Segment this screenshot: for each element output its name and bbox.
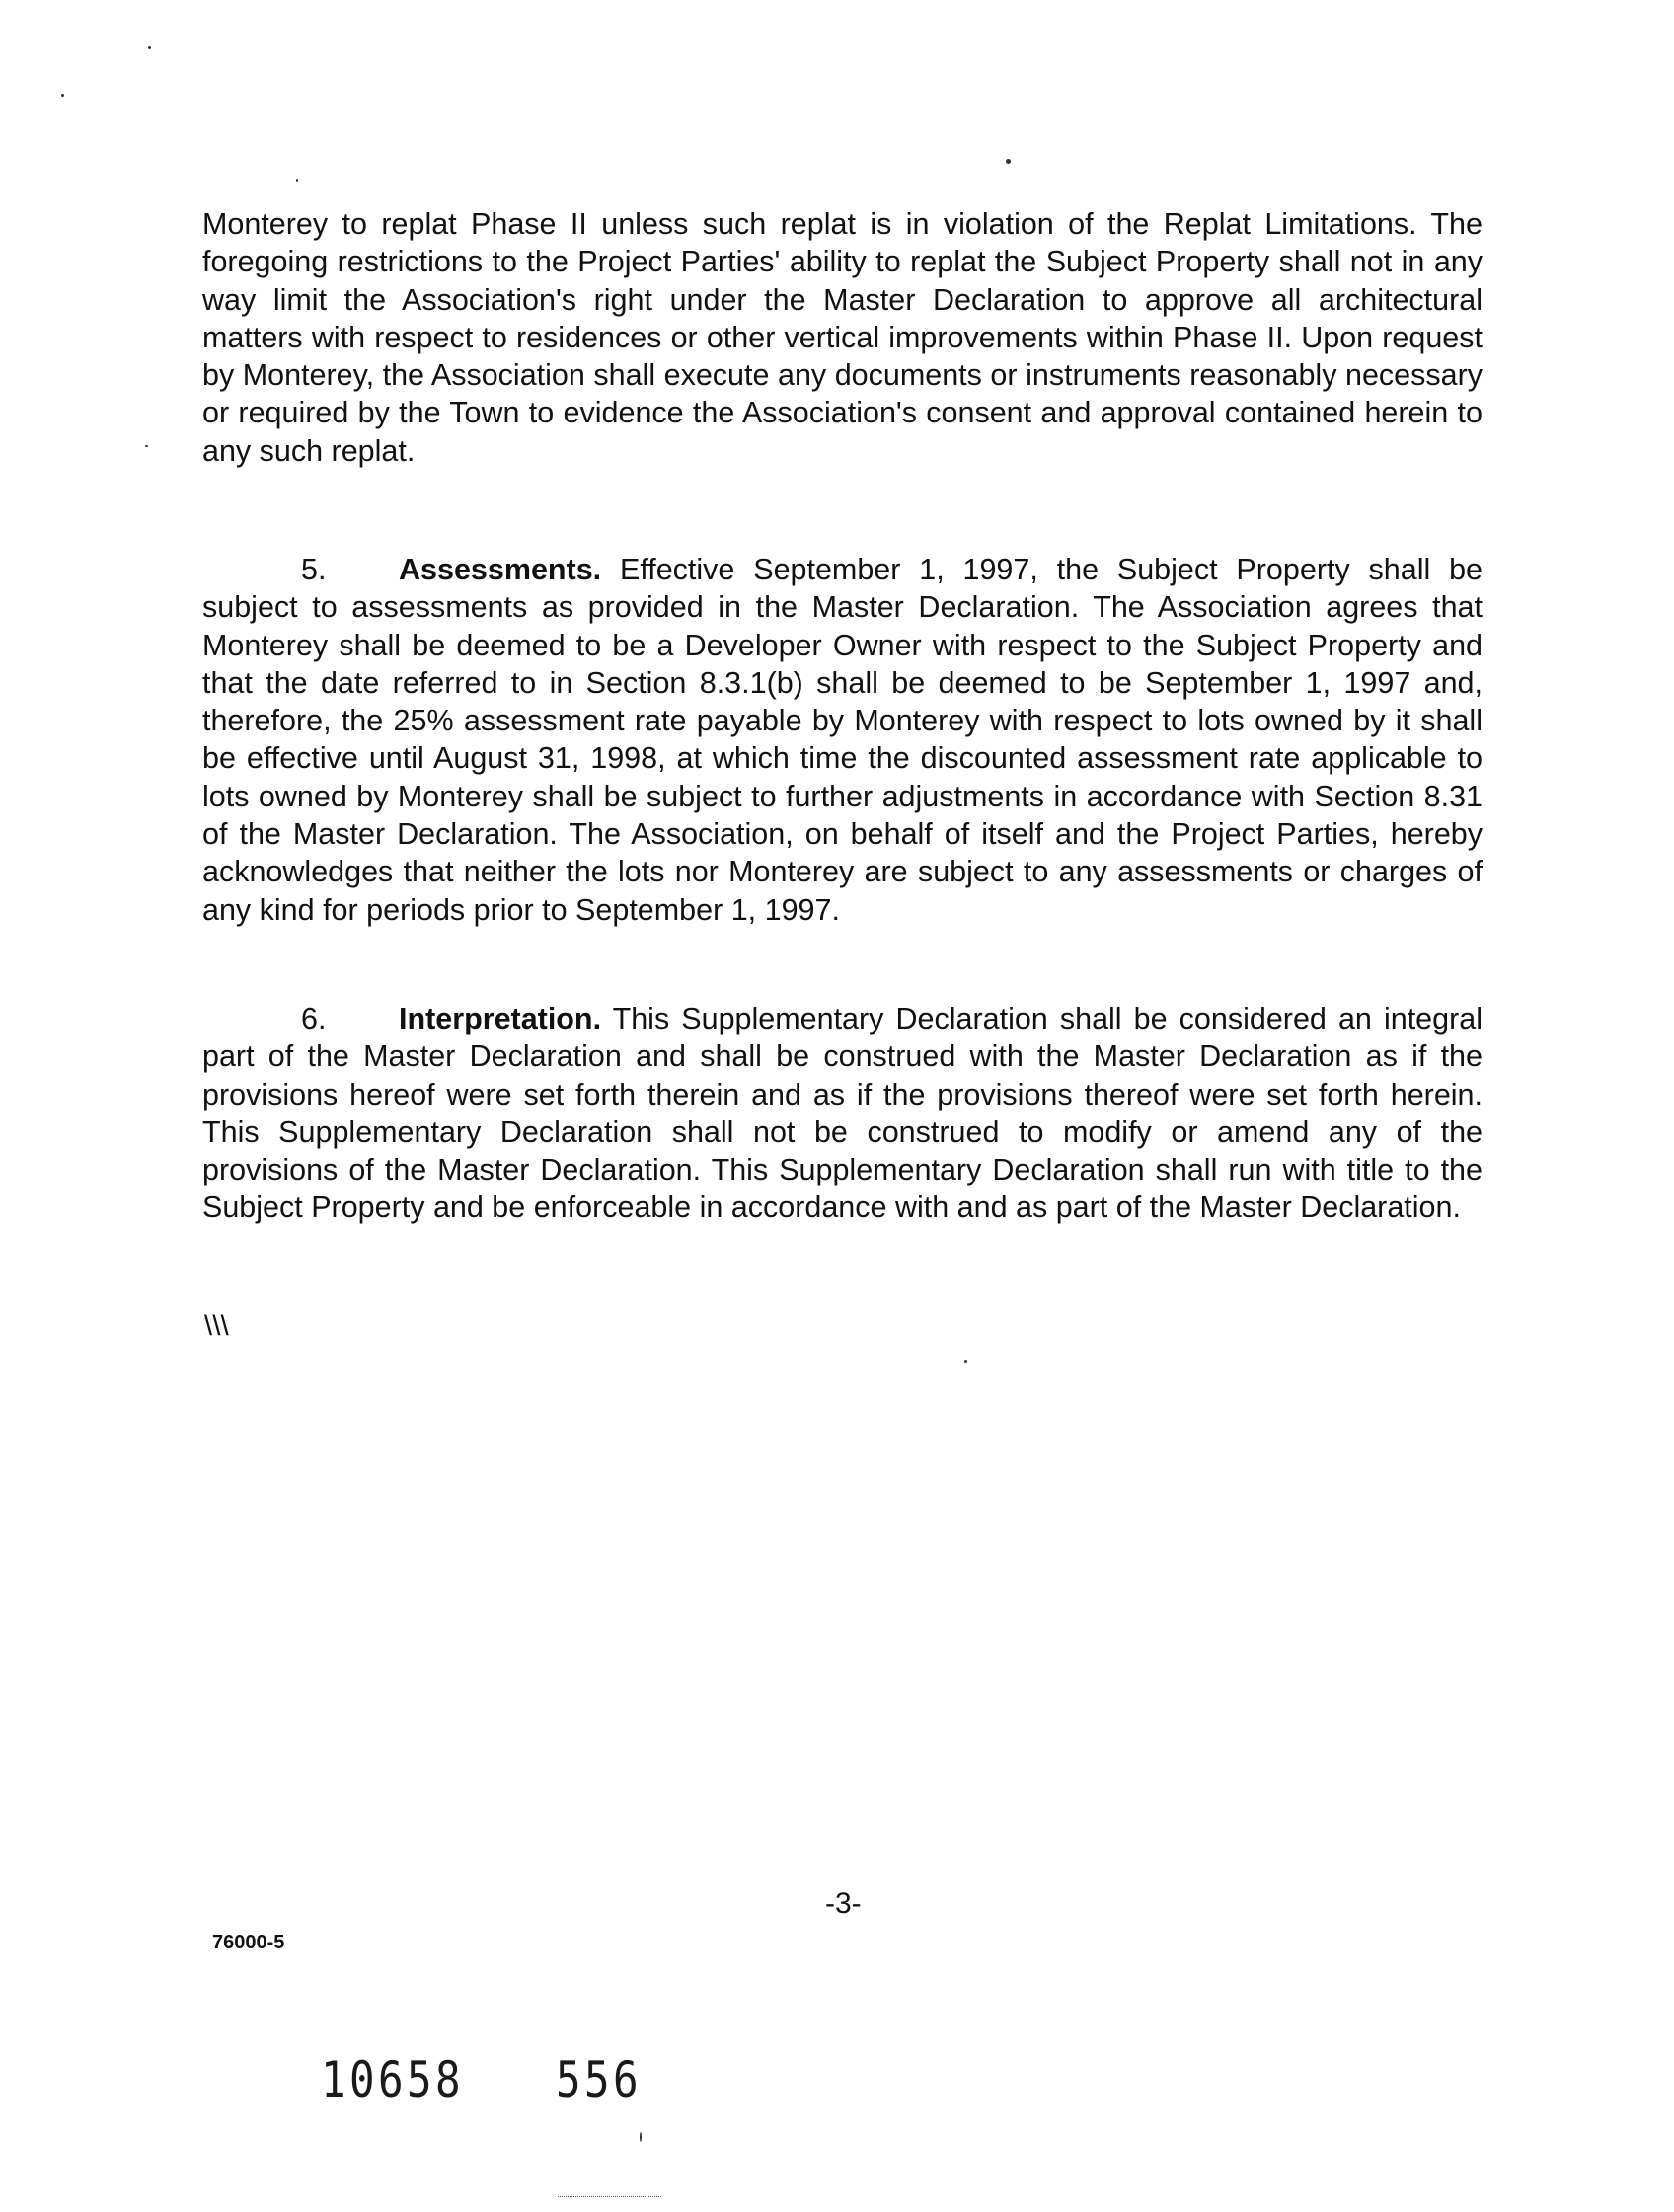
scan-speck <box>148 46 151 49</box>
section-5-paragraph <box>202 551 1483 929</box>
scan-speck <box>61 94 64 97</box>
section-6-number: 6. <box>301 1002 327 1035</box>
paragraph-continued: Monterey to replat Phase II unless such replat is in violation of the Replat Limitations. The foregoing restrictions to the Project Parties' ability to replat the Subject Property shall not in any way limit the Association's right under the Master Declaration to approve all architectural matters with respect to residences or other vertical improvements within Phase II. Upon request by Monterey, the Association shall execute any documents or instruments reasonably necessary or required by the Town to evidence the Association's consent and approval contained herein to any such replat. <box>202 207 1483 468</box>
section-5-text: Effective September 1, 1997, the Subject Property shall be subject to assessments as provided in the Master Declaration. The Association agrees that Monterey shall be deemed to be a Developer Owner with respect to the Subject Property and that the date referred to in Section 8.3.1(b) shall be deemed to be September 1, 1997 and, therefore, the 25% assessment rate payable by Monterey with respect to lots owned by it shall be effective until August 31, 1998, at which time the discounted assessment rate applicable to lots owned by Monterey shall be subject to further adjustments in accordance with Section 8.31 of the Master Declaration. The Association, on behalf of itself and the Project Parties, hereby acknowledges that neither the lots nor Monterey are subject to any assessments or charges of any kind for periods prior to September 1, 1997. <box>202 553 1483 927</box>
section-6-text: This Supplementary Declaration shall be considered an integral part of the Master Declaration and shall be construed with the Master Declaration as if the provisions hereof were set forth therein and as if the provisions thereof were set forth herein. This Supplementary Declaration shall not be construed to modify or amend any of the provisions of the Master Declaration. This Supplementary Declaration shall run with title to the Subject Property and be enforceable in accordance with and as part of the Master Declaration. <box>202 1002 1483 1225</box>
section-5-number: 5. <box>301 553 327 586</box>
page-number: -3- <box>825 1887 862 1920</box>
document-id: 76000-5 <box>212 1932 285 1953</box>
recording-stamp-book: 10658 <box>321 2051 464 2108</box>
scan-speck <box>558 2196 661 2198</box>
scan-speck <box>640 2132 642 2142</box>
section-6-heading: Interpretation. <box>399 1002 602 1035</box>
section-6-paragraph <box>202 1000 1483 1227</box>
separator-mark: \\\ <box>204 1310 230 1342</box>
section-5-heading: Assessments. <box>399 553 602 586</box>
scan-speck <box>964 1360 967 1363</box>
scan-speck <box>145 445 148 447</box>
scan-speck <box>1006 159 1011 164</box>
scan-speck <box>296 179 298 182</box>
recording-stamp-page: 556 <box>556 2051 642 2108</box>
